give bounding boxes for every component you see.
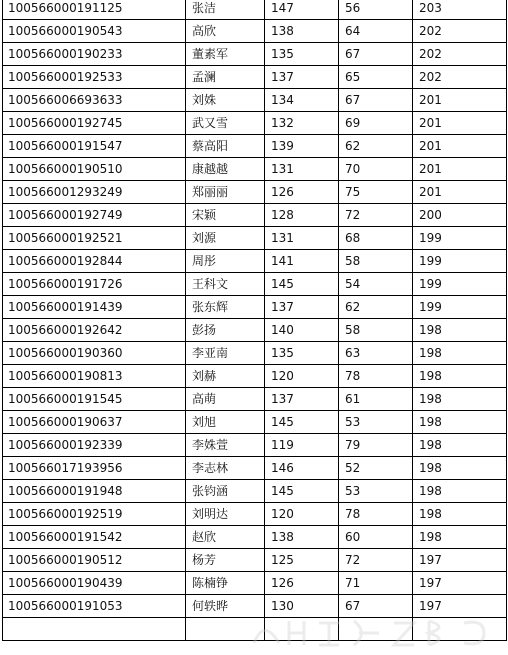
score-b-cell: 78 <box>339 503 413 526</box>
student-name-cell <box>186 618 265 641</box>
total-score-cell: 198 <box>413 457 507 480</box>
table-row <box>3 66 507 89</box>
student-name-cell: 杨芳 <box>186 549 265 572</box>
student-id-cell: 100566000191125 <box>3 0 186 20</box>
student-name-cell: 刘源 <box>186 227 265 250</box>
score-b-cell <box>339 618 413 641</box>
score-a-cell: 146 <box>265 457 339 480</box>
score-a-cell: 128 <box>265 204 339 227</box>
student-name-cell: 刘姝 <box>186 89 265 112</box>
student-name-cell: 董素军 <box>186 43 265 66</box>
total-score-cell: 199 <box>413 250 507 273</box>
total-score-cell: 197 <box>413 595 507 618</box>
table-row <box>3 365 507 388</box>
table-row <box>3 112 507 135</box>
score-a-cell: 134 <box>265 89 339 112</box>
score-a-cell: 137 <box>265 388 339 411</box>
student-name-cell: 康越越 <box>186 158 265 181</box>
student-name-cell: 刘明达 <box>186 503 265 526</box>
table-row <box>3 411 507 434</box>
total-score-cell: 198 <box>413 503 507 526</box>
score-b-cell: 72 <box>339 204 413 227</box>
score-b-cell: 68 <box>339 227 413 250</box>
table-row <box>3 526 507 549</box>
student-name-cell: 郑丽丽 <box>186 181 265 204</box>
table-row <box>3 388 507 411</box>
table-row <box>3 227 507 250</box>
score-a-cell: 145 <box>265 480 339 503</box>
score-a-cell <box>265 618 339 641</box>
score-a-cell: 145 <box>265 411 339 434</box>
student-name-cell: 高欣 <box>186 20 265 43</box>
score-a-cell: 145 <box>265 273 339 296</box>
student-name-cell: 宋颖 <box>186 204 265 227</box>
student-id-cell: 100566000191053 <box>3 595 186 618</box>
score-a-cell: 131 <box>265 158 339 181</box>
table-row <box>3 503 507 526</box>
score-a-cell: 126 <box>265 181 339 204</box>
score-a-cell: 140 <box>265 319 339 342</box>
total-score-cell: 198 <box>413 365 507 388</box>
student-id-cell: 100566000190360 <box>3 342 186 365</box>
student-name-cell: 孟澜 <box>186 66 265 89</box>
total-score-cell: 198 <box>413 434 507 457</box>
student-id-cell: 100566001293249 <box>3 181 186 204</box>
total-score-cell: 201 <box>413 181 507 204</box>
table-row <box>3 250 507 273</box>
table-row <box>3 572 507 595</box>
total-score-cell: 198 <box>413 388 507 411</box>
score-b-cell: 58 <box>339 250 413 273</box>
score-b-cell: 67 <box>339 89 413 112</box>
student-id-cell: 100566000190543 <box>3 20 186 43</box>
total-score-cell: 202 <box>413 66 507 89</box>
student-name-cell: 武又雪 <box>186 112 265 135</box>
table-row <box>3 595 507 618</box>
total-score-cell: 201 <box>413 112 507 135</box>
student-name-cell: 张东辉 <box>186 296 265 319</box>
total-score-cell: 198 <box>413 526 507 549</box>
score-b-cell: 71 <box>339 572 413 595</box>
total-score-cell: 197 <box>413 549 507 572</box>
table-row <box>3 319 507 342</box>
score-b-cell: 54 <box>339 273 413 296</box>
total-score-cell: 201 <box>413 89 507 112</box>
score-a-cell: 147 <box>265 0 339 20</box>
student-name-cell: 张钧涵 <box>186 480 265 503</box>
total-score-cell <box>413 618 507 641</box>
score-table-body <box>3 0 507 641</box>
score-b-cell: 64 <box>339 20 413 43</box>
score-a-cell: 139 <box>265 135 339 158</box>
table-row <box>3 135 507 158</box>
student-name-cell: 彭扬 <box>186 319 265 342</box>
total-score-cell: 202 <box>413 43 507 66</box>
student-id-cell: 100566000190512 <box>3 549 186 572</box>
score-a-cell: 125 <box>265 549 339 572</box>
student-id-cell: 100566000190233 <box>3 43 186 66</box>
student-name-cell: 周彤 <box>186 250 265 273</box>
student-id-cell: 100566000191948 <box>3 480 186 503</box>
total-score-cell: 203 <box>413 0 507 20</box>
student-id-cell: 100566000190813 <box>3 365 186 388</box>
student-id-cell: 100566000191545 <box>3 388 186 411</box>
score-b-cell: 53 <box>339 480 413 503</box>
score-a-cell: 138 <box>265 526 339 549</box>
student-id-cell: 100566000192521 <box>3 227 186 250</box>
score-b-cell: 67 <box>339 595 413 618</box>
total-score-cell: 200 <box>413 204 507 227</box>
student-name-cell: 李亚南 <box>186 342 265 365</box>
table-row <box>3 20 507 43</box>
student-id-cell: 100566017193956 <box>3 457 186 480</box>
score-b-cell: 63 <box>339 342 413 365</box>
score-b-cell: 56 <box>339 0 413 20</box>
student-id-cell: 100566000192745 <box>3 112 186 135</box>
student-name-cell: 张洁 <box>186 0 265 20</box>
score-a-cell: 137 <box>265 296 339 319</box>
table-row <box>3 296 507 319</box>
score-a-cell: 132 <box>265 112 339 135</box>
table-row <box>3 89 507 112</box>
total-score-cell: 199 <box>413 273 507 296</box>
student-name-cell: 高萌 <box>186 388 265 411</box>
student-name-cell: 李姝萱 <box>186 434 265 457</box>
score-b-cell: 60 <box>339 526 413 549</box>
score-b-cell: 62 <box>339 296 413 319</box>
table-row <box>3 480 507 503</box>
total-score-cell: 198 <box>413 480 507 503</box>
score-a-cell: 120 <box>265 503 339 526</box>
table-row <box>3 342 507 365</box>
table-row <box>3 43 507 66</box>
table-row <box>3 0 507 20</box>
table-row <box>3 549 507 572</box>
score-a-cell: 120 <box>265 365 339 388</box>
student-id-cell: 100566000192519 <box>3 503 186 526</box>
total-score-cell: 199 <box>413 227 507 250</box>
total-score-cell: 198 <box>413 319 507 342</box>
student-name-cell: 王科文 <box>186 273 265 296</box>
score-b-cell: 61 <box>339 388 413 411</box>
total-score-cell: 202 <box>413 20 507 43</box>
table-row <box>3 181 507 204</box>
score-b-cell: 78 <box>339 365 413 388</box>
score-table <box>2 0 507 641</box>
student-id-cell: 100566000191547 <box>3 135 186 158</box>
score-a-cell: 135 <box>265 43 339 66</box>
table-row <box>3 273 507 296</box>
student-id-cell: 100566000191726 <box>3 273 186 296</box>
student-name-cell: 刘赫 <box>186 365 265 388</box>
student-name-cell: 蔡高阳 <box>186 135 265 158</box>
student-name-cell: 何轶晔 <box>186 595 265 618</box>
student-id-cell: 100566000192642 <box>3 319 186 342</box>
student-id-cell: 100566000190439 <box>3 572 186 595</box>
student-id-cell: 100566000192339 <box>3 434 186 457</box>
score-b-cell: 53 <box>339 411 413 434</box>
score-b-cell: 62 <box>339 135 413 158</box>
score-a-cell: 119 <box>265 434 339 457</box>
total-score-cell: 197 <box>413 572 507 595</box>
student-id-cell: 100566000190637 <box>3 411 186 434</box>
table-row <box>3 204 507 227</box>
score-a-cell: 138 <box>265 20 339 43</box>
score-a-cell: 137 <box>265 66 339 89</box>
student-id-cell <box>3 618 186 641</box>
score-a-cell: 130 <box>265 595 339 618</box>
table-row <box>3 618 507 641</box>
student-name-cell: 赵欣 <box>186 526 265 549</box>
student-id-cell: 100566000191542 <box>3 526 186 549</box>
total-score-cell: 198 <box>413 342 507 365</box>
student-id-cell: 100566000191439 <box>3 296 186 319</box>
score-b-cell: 65 <box>339 66 413 89</box>
score-b-cell: 67 <box>339 43 413 66</box>
score-a-cell: 135 <box>265 342 339 365</box>
total-score-cell: 199 <box>413 296 507 319</box>
student-id-cell: 100566000192844 <box>3 250 186 273</box>
score-b-cell: 72 <box>339 549 413 572</box>
score-b-cell: 52 <box>339 457 413 480</box>
student-name-cell: 刘旭 <box>186 411 265 434</box>
student-id-cell: 100566000192749 <box>3 204 186 227</box>
table-row <box>3 434 507 457</box>
total-score-cell: 201 <box>413 158 507 181</box>
score-b-cell: 79 <box>339 434 413 457</box>
score-a-cell: 131 <box>265 227 339 250</box>
total-score-cell: 198 <box>413 411 507 434</box>
score-b-cell: 69 <box>339 112 413 135</box>
student-name-cell: 陈楠铮 <box>186 572 265 595</box>
score-b-cell: 70 <box>339 158 413 181</box>
student-id-cell: 100566000192533 <box>3 66 186 89</box>
student-id-cell: 100566000190510 <box>3 158 186 181</box>
total-score-cell: 201 <box>413 135 507 158</box>
score-b-cell: 58 <box>339 319 413 342</box>
score-a-cell: 141 <box>265 250 339 273</box>
student-name-cell: 李志林 <box>186 457 265 480</box>
score-a-cell: 126 <box>265 572 339 595</box>
table-row <box>3 457 507 480</box>
student-id-cell: 100566006693633 <box>3 89 186 112</box>
table-row <box>3 158 507 181</box>
score-b-cell: 75 <box>339 181 413 204</box>
